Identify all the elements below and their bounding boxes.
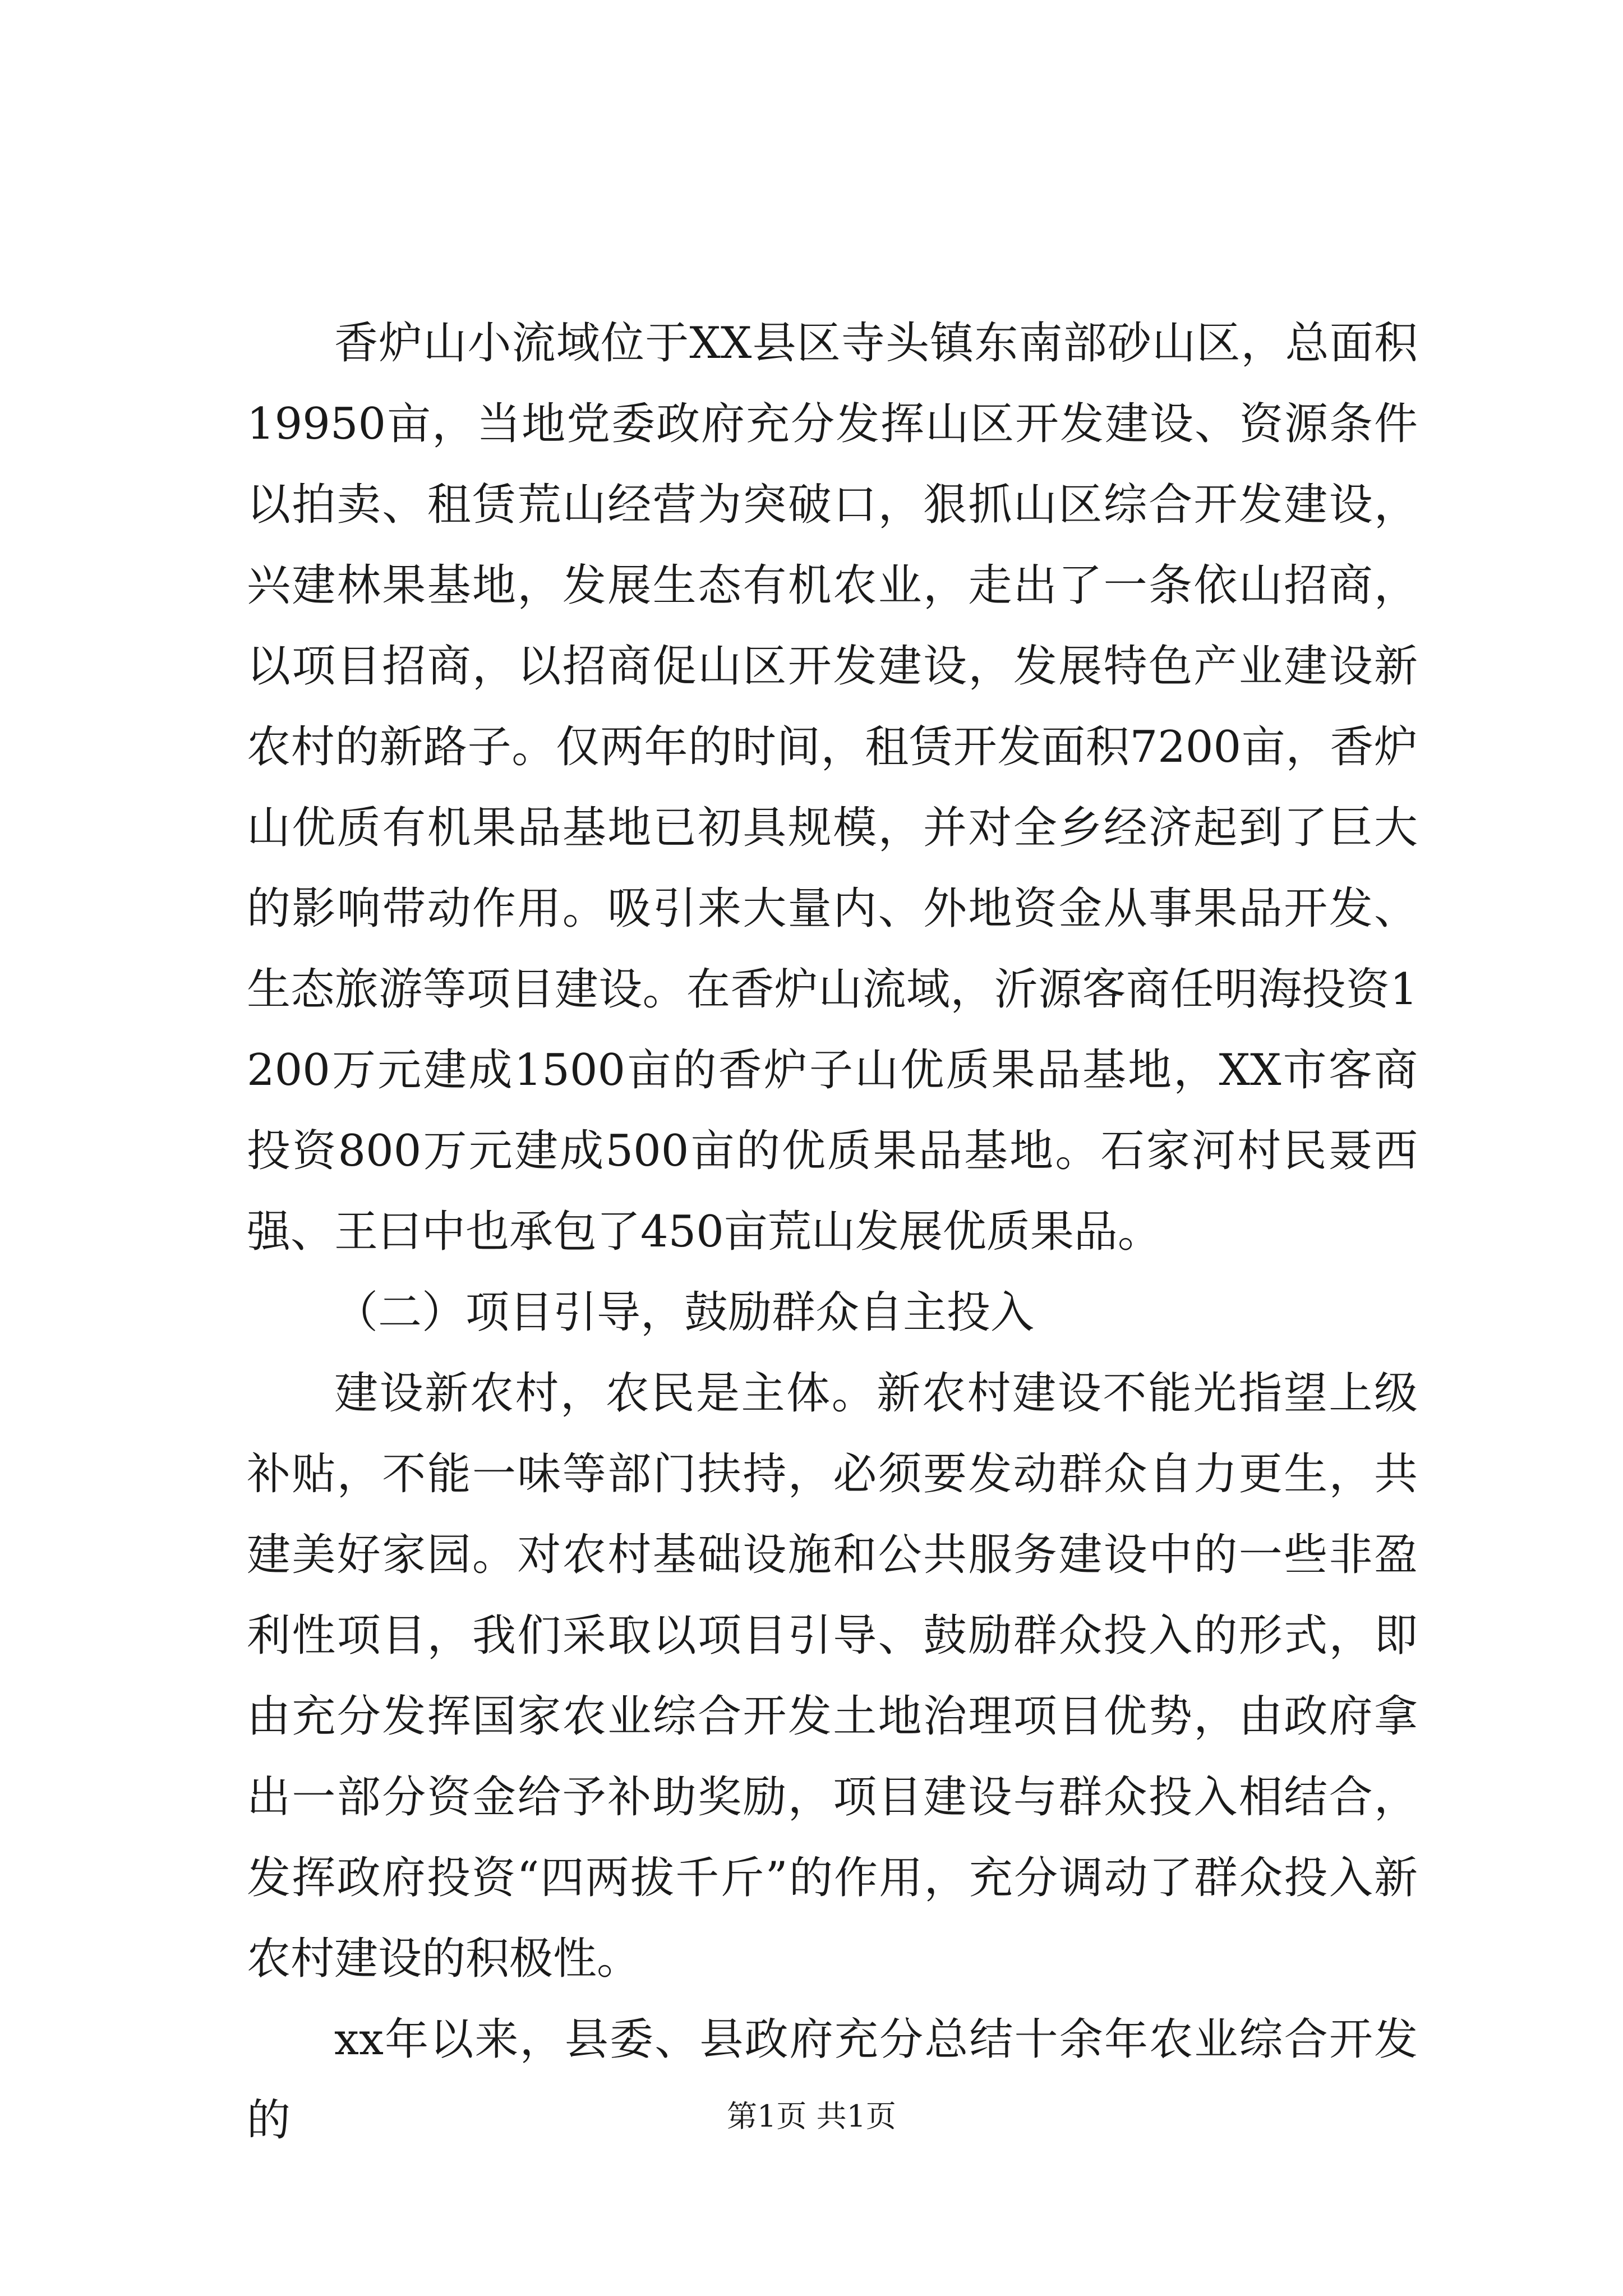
section-heading-project-guidance: （二）项目引导，鼓励群众自主投入 (334, 1287, 1035, 1338)
paragraph-xianglushan: 香炉山小流域位于XX县区寺头镇东南部砂山区，总面积19950亩，当地党委政府充分发挥山区开发建设、资源条件以拍卖、租赁荒山经营为突破口，狠抓山区综合开发建设，兴建林果基地，发展生态有机农业，走出了一条依山招商，以项目招商，以招商促山区开发建设，发展特色产业建设新农村的新路子。仅两年的时间，租赁开发面积7200亩，香炉山优质有机果品基地已初具规模，并对全乡经济起到了巨大的影响带动作用。吸引来大量内、外地资金从事果品开发、生态旅游等项目建设。在香炉山流域，沂源客商任明海投资1200万元建成1500亩的香炉子山优质果品基地，XX市客商投资800万元建成500亩的优质果品基地。石家河村民聂西强、王曰中也承包了450亩荒山发展优质果品。 (247, 318, 1418, 1257)
document-body (247, 303, 1418, 2161)
paragraph-farmers-main-body: 建设新农村，农民是主体。新农村建设不能光指望上级补贴，不能一味等部门扶持，必须要发动群众自力更生，共建美好家园。对农村基础设施和公共服务建设中的一些非盈利性项目，我们采取以项目引导、鼓励群众投入的形式，即由充分发挥国家农业综合开发土地治理项目优势，由政府拿出一部分资金给予补助奖励，项目建设与群众投入相结合，发挥政府投资“四两拔千斤”的作用，充分调动了群众投入新农村建设的积极性。 (247, 1368, 1418, 1984)
page-footer: 第1页 共1页 (727, 2099, 896, 2134)
paragraph-since-xx-year: xx年以来，县委、县政府充分总结十余年农业综合开发的 (247, 2014, 1418, 2146)
